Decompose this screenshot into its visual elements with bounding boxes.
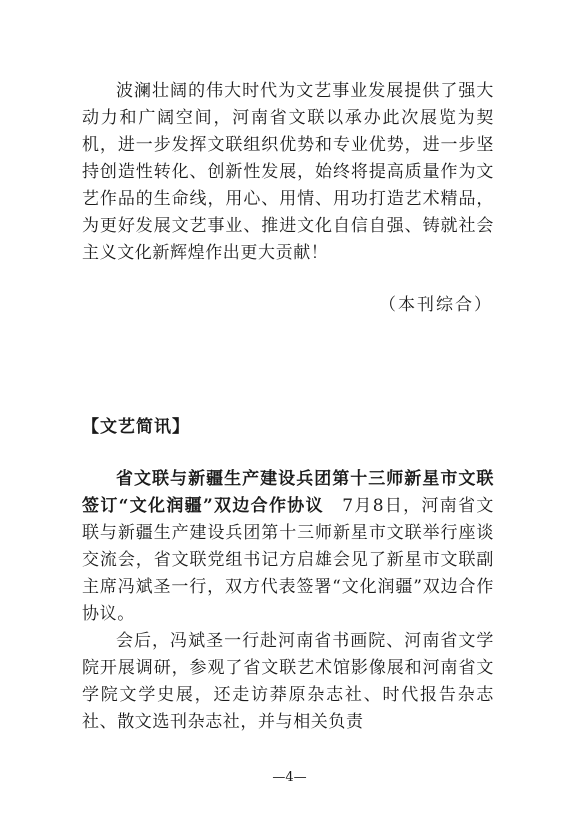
- news-body: 7月8日，河南省文联与新疆生产建设兵团第十三师新星市文联举行座谈交流会，省文联党组书记方启雄会见了新星市文联副主席冯斌圣一行，双方代表签署“文化润疆”双边合作协议。: [82, 496, 494, 624]
- news-followup-paragraph: 会后，冯斌圣一行赴河南省书画院、河南省文学院开展调研，参观了省文联艺术馆影像展和河南省文学院文学史展，还走访莽原杂志社、时代报告杂志社、散文选刊杂志社，并与相关负责: [82, 631, 494, 732]
- news-headline: 省文联与新疆生产建设兵团第十三师新星市文联签订“文化润疆”双边合作协议: [82, 469, 494, 516]
- section-heading: 【文艺简讯】: [82, 417, 190, 437]
- source-attribution: （本刊综合）: [379, 295, 493, 315]
- news-paragraph: [82, 466, 494, 628]
- intro-paragraph: 波澜壮阔的伟大时代为文艺事业发展提供了强大动力和广阔空间，河南省文联以承办此次展览为契机，进一步发挥文联组织优势和专业优势，进一步坚持创造性转化、创新性发展，始终将提高质量作为文艺作品的生命线，用心、用情、用功打造艺术精品，为更好发展文艺事业、推进文化自信自强、铸就社会主义文化新辉煌作出更大贡献！: [82, 81, 494, 263]
- page-number: —4—: [272, 770, 307, 785]
